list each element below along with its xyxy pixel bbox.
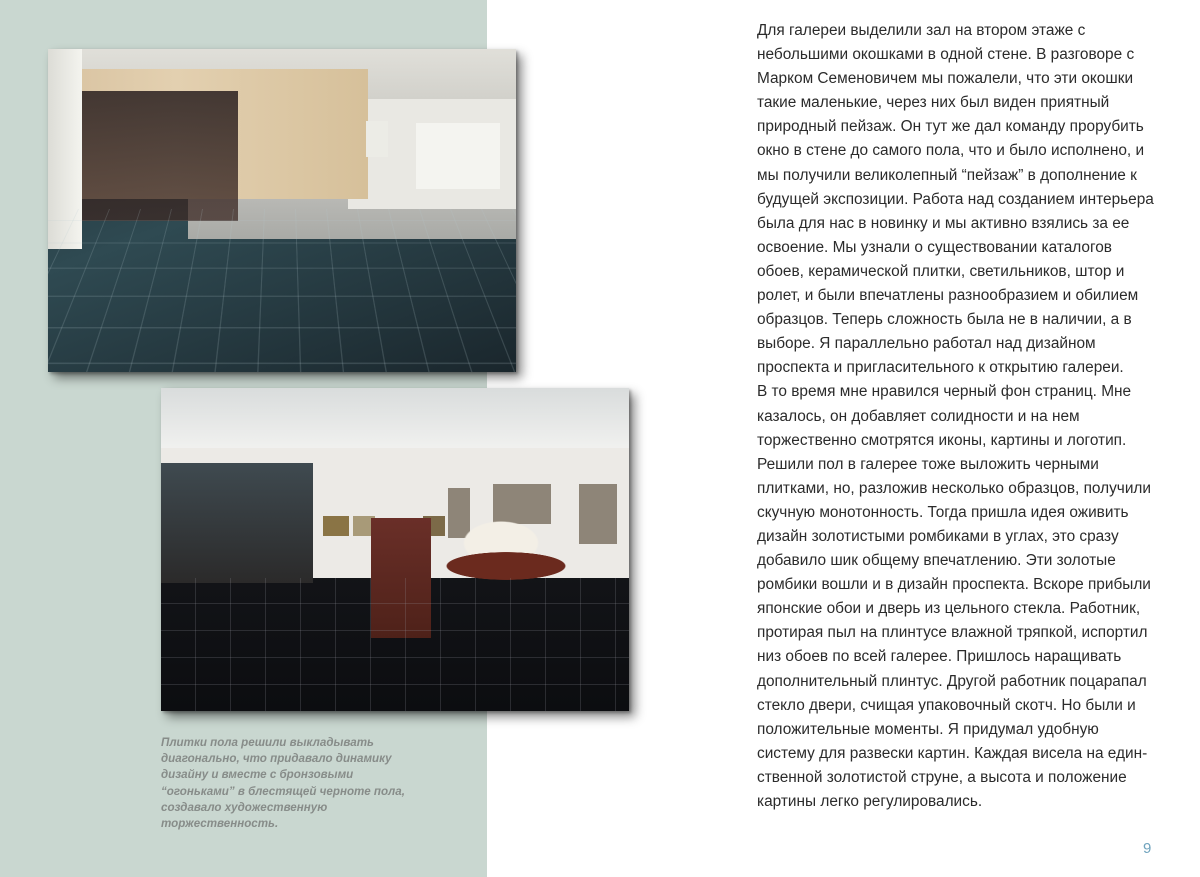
body-line: природный пейзаж. Он тут же дал команду прорубить — [757, 118, 1144, 136]
body-line: Для галереи выделили зал на втором этаже с — [757, 22, 1086, 39]
body-line: торжественно смотрятся иконы, картины и логотип. — [757, 431, 1127, 449]
body-line: небольшими окошками в одной стене. В разговоре с — [757, 46, 1135, 64]
body-line: добавило шик общему впечатлению. Эти золотые — [757, 552, 1116, 570]
body-line: ролет, и были впечатлены разнообразием и обилием — [757, 287, 1139, 305]
body-line: образцов. Теперь сложность была не в наличии, а в — [757, 311, 1132, 329]
body-line: положительные моменты. Я придумал удобную — [757, 720, 1099, 738]
body-line: дополнительный плинтус. Другой работник поцарапал — [757, 672, 1147, 690]
caption-line: Плитки пола решили выкладывать — [161, 736, 374, 749]
photo-finished-gallery — [161, 388, 629, 711]
body-line: ромбики вошли и в дизайн проспекта. Вскоре прибыли — [757, 576, 1151, 594]
body-line: мы получили великолепный “пейзаж” в дополнение к — [757, 166, 1137, 184]
body-line: японские обои и дверь из цельного стекла. Работник, — [757, 600, 1141, 618]
body-line: систему для развески картин. Каждая висела на един- — [757, 744, 1148, 762]
body-line: ственной золотистой струне, а высота и положение — [757, 768, 1127, 786]
body-line: обоев, керамической плитки, светильников, штор и — [757, 262, 1125, 280]
body-line: скучную монотонность. Тогда пришла идея оживить — [757, 503, 1129, 521]
caption-line: создавало художественную — [161, 800, 328, 814]
body-line: проспекта и пригласительного к открытию галереи. — [757, 359, 1124, 377]
body-line: В то время мне нравился черный фон страниц. Мне — [757, 383, 1132, 401]
body-line: низ обоев по всей галерее. Пришлось наращивать — [757, 648, 1122, 666]
body-line: будущей экспозиции. Работа над созданием интерьера — [757, 190, 1154, 208]
body-line: картины легко регулировались. — [757, 793, 983, 810]
body-line: дизайн золотистыми ромбиками в углах, это сразу — [757, 527, 1119, 545]
photo-caption — [161, 735, 461, 832]
body-text — [757, 19, 1197, 814]
body-line: стекло двери, счищая упаковочный скотч. Но были и — [757, 696, 1136, 714]
body-line: протирая пыл на плинтусе влажной тряпкой, испортил — [757, 624, 1148, 642]
body-line: плитками, но, разложив несколько образцов, получили — [757, 479, 1152, 497]
body-line: Решили пол в галерее тоже выложить черными — [757, 455, 1099, 473]
page-number: 9 — [1143, 840, 1152, 857]
caption-line: “огоньками” в блестящей черноте пола, — [161, 784, 405, 798]
caption-line: дизайну и вместе с бронзовыми — [161, 768, 354, 782]
caption-line: торжественность. — [161, 817, 279, 831]
body-line: такие маленькие, через них был виден приятный — [757, 94, 1110, 112]
body-line: была для нас в новинку и мы активно взялись за ее — [757, 214, 1130, 232]
body-line: окно в стене до самого пола, что и было исполнено, и — [757, 142, 1145, 160]
photo-hall-renovation — [48, 49, 516, 372]
caption-line: диагонально, что придавало динамику — [161, 752, 392, 766]
body-line: освоение. Мы узнали о существовании каталогов — [757, 238, 1112, 256]
body-line: казалось, он добавляет солидности и на нем — [757, 407, 1080, 425]
body-line: Марком Семеновичем мы пожалели, что эти окошки — [757, 70, 1134, 88]
body-line: выборе. Я параллельно работал над дизайном — [757, 335, 1096, 353]
